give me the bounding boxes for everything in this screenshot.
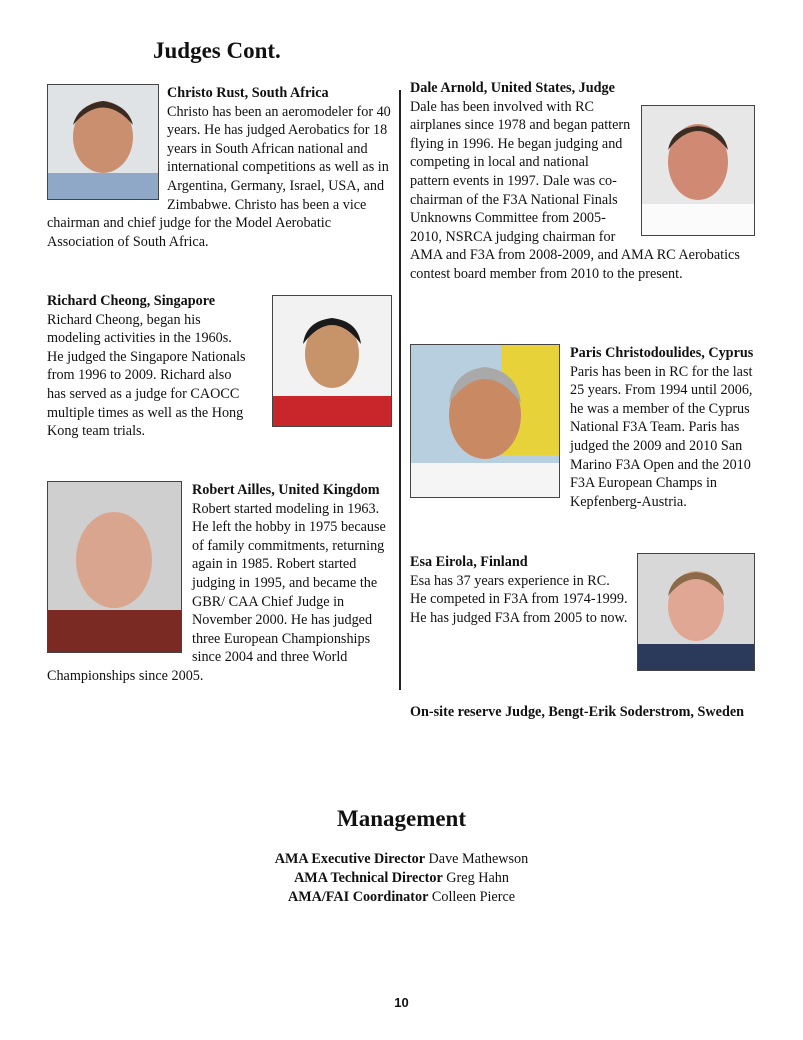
judge-robert-ailles — [47, 481, 392, 686]
judge-dale-arnold — [410, 79, 755, 284]
judge-photo-paris-christodoulides — [410, 344, 560, 498]
judge-name: Dale Arnold, United States, Judge — [410, 80, 615, 96]
judge-photo-christo-rust — [47, 84, 159, 200]
judge-photo-richard-cheong — [272, 295, 392, 427]
judge-name: Robert Ailles, United Kingdom — [192, 482, 380, 498]
column-divider — [399, 90, 401, 690]
reserve-judge — [410, 703, 755, 722]
judge-richard-cheong — [47, 292, 392, 441]
management-role-technical-director: AMA Technical Director Greg Hahn — [294, 870, 509, 886]
management-role-fai-coordinator: AMA/FAI Coordinator Colleen Pierce — [287, 889, 516, 905]
judge-paris-christodoulides — [410, 344, 755, 511]
judge-bio: Esa has 37 years experience in RC. He competed in F3A from 1974-1999. He has judged F3A from 2005 to now. — [410, 572, 628, 626]
judge-bio: Christo has been an aeromodeler for 40 years. He has judged Aerobatics for 18 years in South African national and international competitions as well as in Argentina, Germany, Israel, USA, and Zimbabwe. Christo has been a vice chairman and chief judge for the Model Aerobatic Association of South Africa. — [47, 103, 391, 250]
management-role-executive-director: AMA Executive Director Dave Mathewson — [274, 851, 529, 867]
judge-name: Paris Christodoulides, Cyprus — [570, 345, 754, 361]
judge-bio: Paris has been in RC for the last 25 years. From 1994 until 2006, he was a member of the Cyprus National F3A Team. Paris has judged the 2009 and 2010 San Marino F3A Open and the 2010 F3A European Champs in Kepfenberg-Austria. — [570, 363, 753, 510]
judge-christo-rust — [47, 84, 392, 251]
judge-bio: Robert started modeling in 1963. He left the hobby in 1975 because of family commitments, returning again in 1985. Robert started judging in 1995, and became the GBR/ CAA Chief Judge in November 2000. He has judged three European Championships since 2004 and three World Championships since 2005. — [47, 500, 386, 684]
judge-photo-robert-ailles — [47, 481, 182, 653]
judge-name: Richard Cheong, Singapore — [47, 293, 216, 309]
management-list — [0, 850, 803, 907]
judge-bio: Richard Cheong, began his modeling activities in the 1960s. He judged the Singapore Nationals from 1996 to 2009. Richard also has served as a judge for CAOCC multiple times as well as the Hong Kong team trials. — [47, 311, 246, 440]
judge-name: Esa Eirola, Finland — [410, 554, 528, 570]
reserve-judge-text: On-site reserve Judge, Bengt-Erik Soderstrom, Sweden — [410, 704, 745, 720]
judge-photo-esa-eirola — [637, 553, 755, 671]
judge-photo-dale-arnold — [641, 105, 755, 236]
judge-esa-eirola — [410, 553, 755, 675]
page-number: 10 — [394, 995, 409, 1010]
page-title: Judges Cont. — [153, 38, 281, 63]
judge-name: Christo Rust, South Africa — [167, 85, 329, 101]
management-title: Management — [336, 806, 467, 831]
judge-bio: Dale has been involved with RC airplanes since 1978 and began pattern flying in 1996. He began judging and competing in local and national pattern events in 1997. Dale was co-chairman of the F3A National Finals Unknowns Committee from 2005- 2010, NSRCA judging chairman for AMA and F3A from 2008-2009, and AMA RC Aerobatics contest board member from 2010 to the present. — [410, 98, 740, 282]
